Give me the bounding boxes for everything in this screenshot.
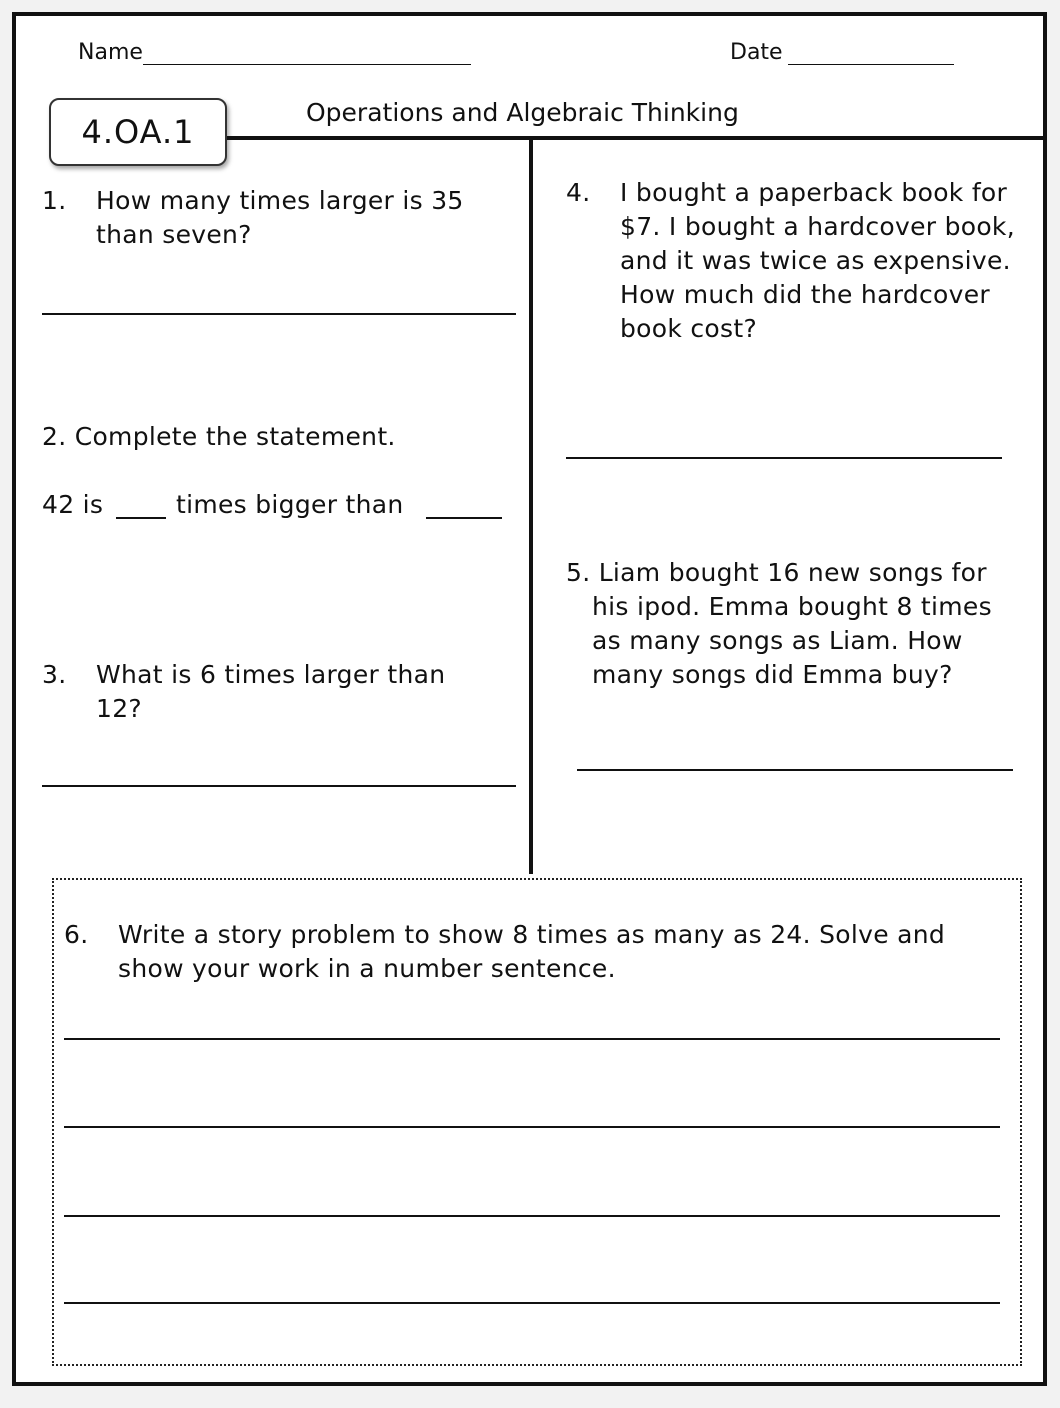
q5-text: 5. Liam bought 16 new songs for his ipod. Emma bought 8 times as many songs as Liam. How many songs did Emma buy? — [566, 558, 992, 689]
q3-text: What is 6 times larger than 12? — [96, 660, 446, 723]
q5-answer-line[interactable] — [577, 769, 1013, 771]
q6-answer-line-1[interactable] — [64, 1038, 1000, 1040]
header-rule — [227, 136, 1047, 140]
name-answer-line[interactable] — [143, 64, 471, 65]
q1-text: How many times larger is 35 than seven? — [96, 186, 464, 249]
q4-number: 4. — [566, 178, 591, 207]
worksheet-page — [12, 12, 1047, 1386]
column-divider — [529, 138, 533, 874]
q2-blank-1[interactable] — [116, 517, 166, 519]
q6-number: 6. — [64, 920, 89, 949]
q2-prompt: 2. Complete the statement. — [42, 422, 396, 451]
q2-part1: 42 is — [42, 490, 104, 519]
date-label: Date — [730, 40, 783, 65]
q6-answer-line-2[interactable] — [64, 1126, 1000, 1128]
q4-answer-line[interactable] — [566, 457, 1002, 459]
q3-answer-line[interactable] — [42, 785, 516, 787]
q4-text: I bought a paperback book for $7. I bought a hardcover book, and it was twice as expensive. How much did the hardcover book cost? — [620, 178, 1015, 343]
standard-badge: 4.OA.1 — [49, 98, 227, 166]
q2-blank-2[interactable] — [426, 517, 502, 519]
q6-text: Write a story problem to show 8 times as many as 24. Solve and show your work in a number sentence. — [118, 920, 946, 983]
q2-part2: times bigger than — [176, 490, 404, 519]
q3-number: 3. — [42, 660, 67, 689]
q6-answer-line-4[interactable] — [64, 1302, 1000, 1304]
q1-number: 1. — [42, 186, 67, 215]
q1-answer-line[interactable] — [42, 313, 516, 315]
worksheet-title: Operations and Algebraic Thinking — [306, 98, 739, 127]
q6-answer-line-3[interactable] — [64, 1215, 1000, 1217]
name-label: Name — [78, 40, 143, 65]
date-answer-line[interactable] — [788, 64, 954, 65]
